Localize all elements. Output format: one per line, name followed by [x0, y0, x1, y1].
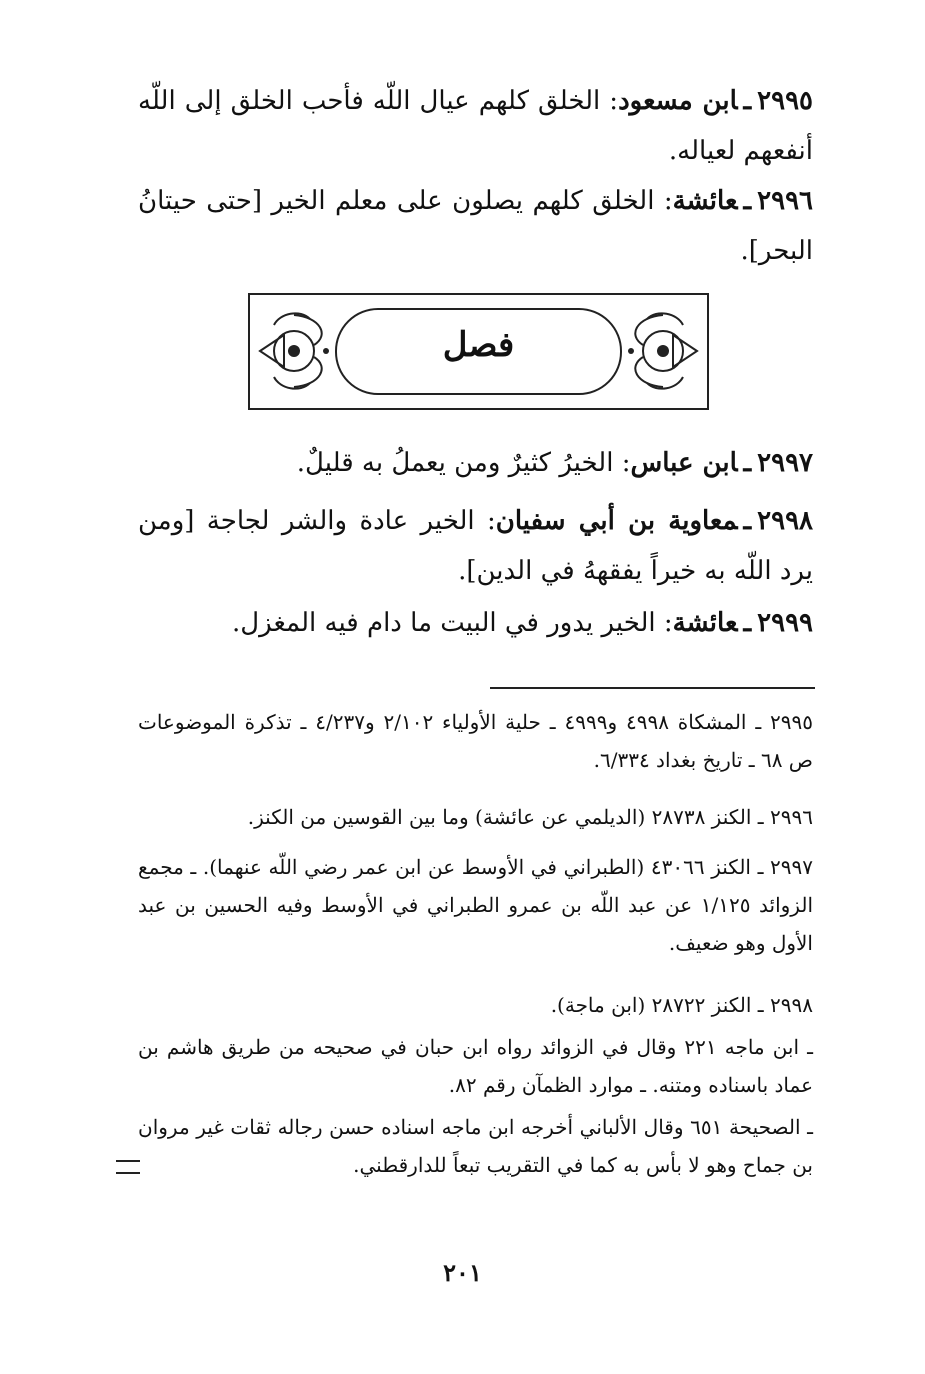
footnote-2998-sahiha: ـ الصحيحة ٦٥١ وقال الألباني أخرجه ابن ماجه اسناده حسن رجاله ثقات غير مروان بن جماح وهو لا بأس به كما في التقريب تبعاً للدارقطني. [138, 1115, 813, 1177]
hadith-text: الخلق كلهم عيال اللّه فأحب الخلق إلى اللّه أنفعهم لعياله. [138, 86, 813, 166]
hadith-2996: ٢٩٩٦ـعائشة: الخلق كلهم يصلون على معلم الخير [حتى حيتانُ البحر]. [138, 186, 813, 266]
footnote-2996: ٢٩٩٦ ـ الكنز ٢٨٧٣٨ (الديلمي عن عائشة) وما بين القوسين من الكنز. [247, 805, 813, 829]
narrator-name: معاوية بن أبي سفيان [495, 506, 738, 536]
section-title: فصل [442, 325, 515, 365]
footnote-2997: ٢٩٩٧ ـ الكنز ٤٣٠٦٦ (الطبراني في الأوسط عن ابن عمر رضي اللّه عنهما). ـ مجمع الزوائد ١/١٢٥ عن عبد اللّه بن عمرو الطبراني في الأوسط وفيه الحسين بن عبد الأول وهو ضعيف. [138, 855, 813, 955]
hadith-2995: ٢٩٩٥ـابن مسعود: الخلق كلهم عيال اللّه فأحب الخلق إلى اللّه أنفعهم لعياله. [138, 86, 813, 166]
footnote-2998: ٢٩٩٨ ـ الكنز ٢٨٧٢٢ (ابن ماجة). [550, 993, 813, 1017]
hadith-number: ٢٩٩٧ [757, 448, 813, 478]
narrator-name: عائشة [672, 186, 738, 216]
hadith-number: ٢٩٩٨ [757, 506, 813, 536]
hadith-number: ٢٩٩٥ [757, 86, 813, 116]
hadith-2998: ٢٩٩٨ـمعاوية بن أبي سفيان: الخير عادة والشر لجاجة [ومن يرد اللّه به خيراً يفقههُ في الدين]. [138, 506, 813, 586]
hadith-text: الخيرُ كثيرٌ ومن يعملُ به قليلٌ. [296, 448, 614, 478]
hadith-number: ٢٩٩٩ [757, 608, 813, 638]
footnote-2998-ibn-majah: ـ ابن ماجه ٢٢١ وقال في الزوائد رواه ابن حبان في صحيحه من طريق هاشم بن عماد باسناده ومتنه. ـ موارد الظمآن رقم ٨٢. [138, 1035, 814, 1097]
hadith-2999: ٢٩٩٩ـعائشة: الخير يدور في البيت ما دام فيه المغزل. [232, 608, 813, 638]
page-number: ٢٠١ [443, 1258, 482, 1287]
continuation-mark [116, 1160, 140, 1174]
hadith-2997: ٢٩٩٧ـابن عباس: الخيرُ كثيرٌ ومن يعملُ به قليلٌ. [296, 448, 813, 478]
section-header-frame [248, 293, 709, 410]
narrator-name: ابن مسعود [618, 86, 738, 116]
hadith-text: الخير عادة والشر لجاجة [ومن يرد اللّه به خيراً يفقههُ في الدين]. [138, 506, 813, 586]
footnote-separator [490, 687, 815, 689]
narrator-name: عائشة [672, 608, 738, 638]
hadith-text: الخلق كلهم يصلون على معلم الخير [حتى حيتانُ البحر]. [138, 186, 813, 266]
hadith-number: ٢٩٩٦ [757, 186, 813, 216]
footnote-2995: ٢٩٩٥ ـ المشكاة ٤٩٩٨ و٤٩٩٩ ـ حلية الأولياء ٢/١٠٢ و٤/٢٣٧ ـ تذكرة الموضوعات ص ٦٨ ـ تاريخ بغداد ٦/٣٣٤. [138, 710, 814, 772]
narrator-name: ابن عباس [630, 448, 738, 478]
hadith-text: الخير يدور في البيت ما دام فيه المغزل. [232, 608, 656, 638]
